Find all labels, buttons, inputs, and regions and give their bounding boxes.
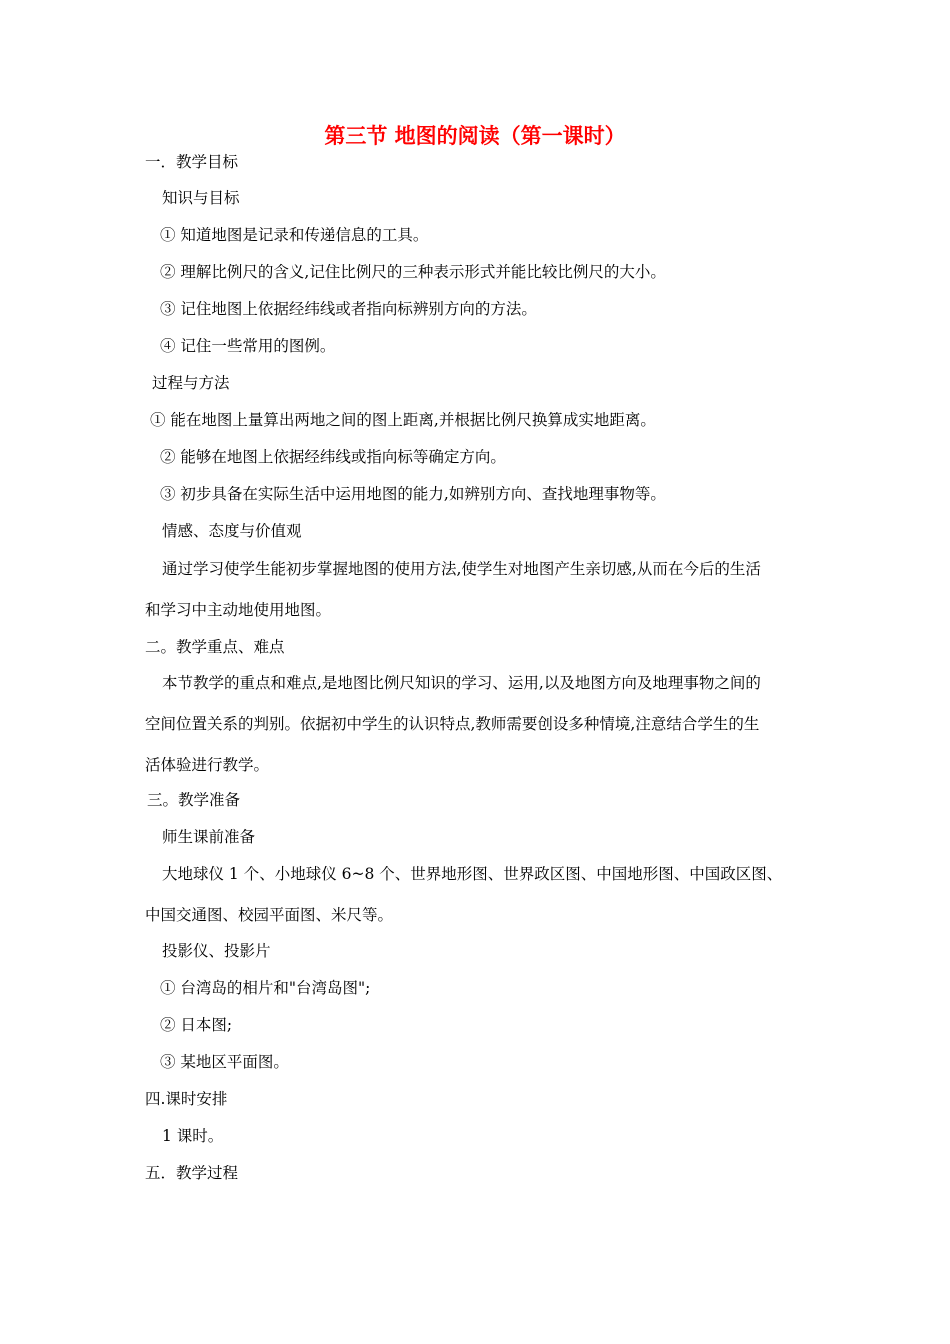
section-heading-key-points: 二。教学重点、难点 [145, 638, 285, 656]
section-heading-objectives: 一．教学目标 [145, 153, 239, 171]
paragraph-line: 通过学习使学生能初步掌握地图的使用方法,使学生对地图产生亲切感,从而在今后的生活 [162, 560, 761, 578]
subheading-class-prep: 师生课前准备 [162, 828, 256, 846]
section-heading-preparation: 三。教学准备 [147, 791, 241, 809]
document-title: 第三节 地图的阅读（第一课时） [324, 123, 626, 148]
subheading-process: 过程与方法 [152, 374, 230, 392]
list-item: ② 日本图; [160, 1016, 233, 1034]
list-item: ① 知道地图是记录和传递信息的工具。 [160, 226, 429, 244]
paragraph-line: 活体验进行教学。 [145, 756, 270, 774]
list-item: ④ 记住一些常用的图例。 [160, 337, 336, 355]
paragraph-line: 大地球仪 1 个、小地球仪 6~8 个、世界地形图、世界政区图、中国地形图、中国政区图、 [162, 865, 783, 883]
list-item: ① 台湾岛的相片和"台湾岛图"; [160, 979, 371, 997]
list-item: ③ 记住地图上依据经纬线或者指向标辨别方向的方法。 [160, 300, 537, 318]
paragraph-line: 本节教学的重点和难点,是地图比例尺知识的学习、运用,以及地图方向及地理事物之间的 [162, 674, 761, 692]
paragraph-line: 空间位置关系的判别。依据初中学生的认识特点,教师需要创设多种情境,注意结合学生的生 [145, 715, 760, 733]
list-item: ③ 初步具备在实际生活中运用地图的能力,如辨别方向、查找地理事物等。 [160, 485, 666, 503]
section-heading-process: 五．教学过程 [145, 1164, 239, 1182]
list-item: ② 能够在地图上依据经纬线或指向标等确定方向。 [160, 448, 506, 466]
list-item: ② 理解比例尺的含义,记住比例尺的三种表示形式并能比较比例尺的大小。 [160, 263, 666, 281]
list-item: ① 能在地图上量算出两地之间的图上距离,并根据比例尺换算成实地距离。 [150, 411, 656, 429]
list-item: ③ 某地区平面图。 [160, 1053, 289, 1071]
paragraph-line: 和学习中主动地使用地图。 [145, 601, 332, 619]
paragraph-line: 1 课时。 [162, 1127, 224, 1145]
paragraph-line: 中国交通图、校园平面图、米尺等。 [145, 906, 394, 924]
subheading-knowledge: 知识与目标 [162, 189, 240, 207]
subheading-projector: 投影仪、投影片 [162, 942, 271, 960]
subheading-attitude: 情感、态度与价值观 [162, 522, 302, 540]
section-heading-schedule: 四.课时安排 [145, 1090, 228, 1108]
